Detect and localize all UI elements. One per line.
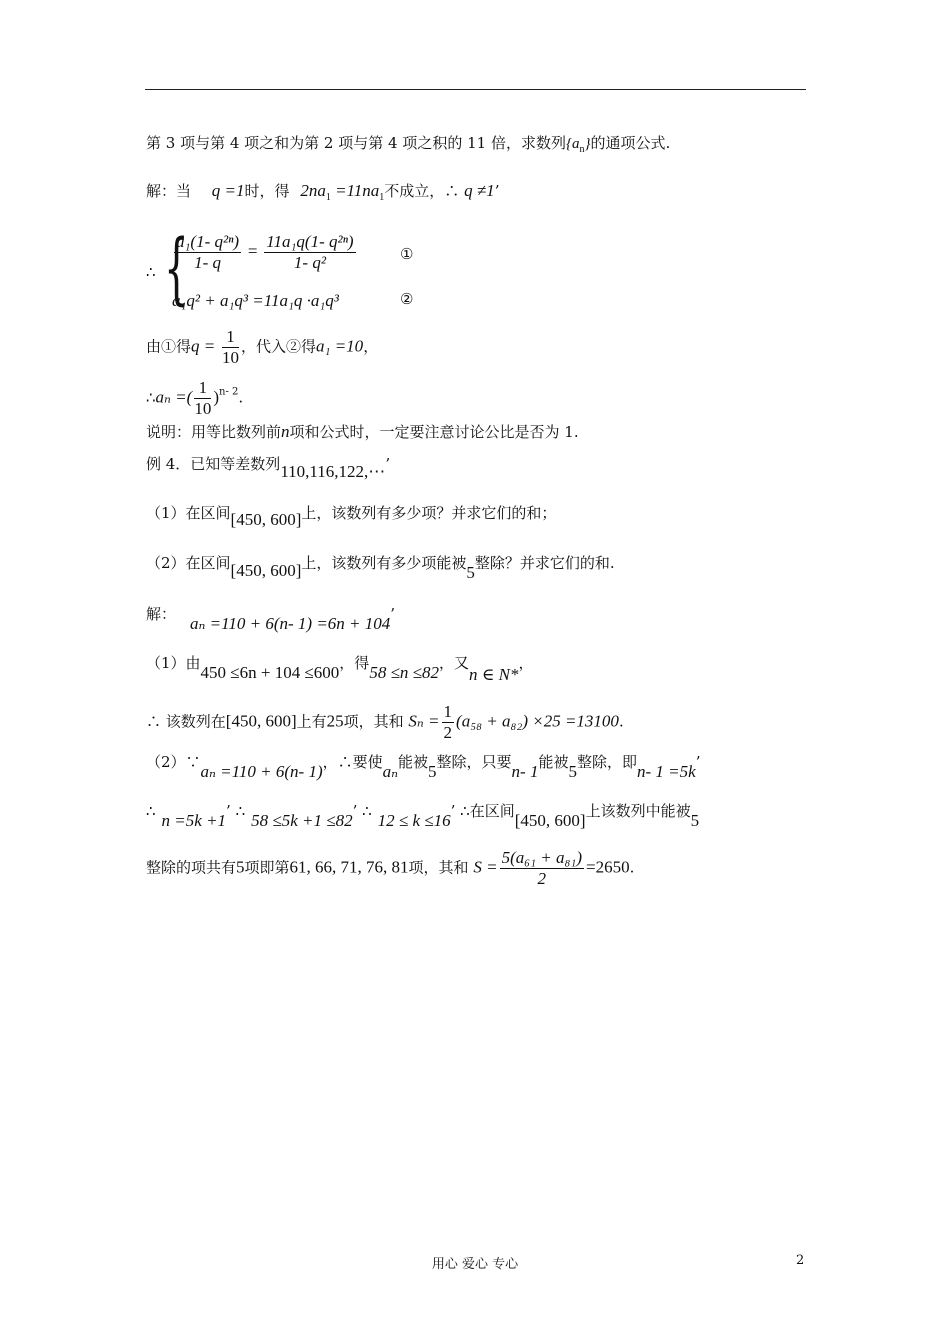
header-rule — [145, 89, 806, 90]
system-brace: { — [164, 224, 189, 314]
solution-case-q1: 解：当 q =1时，得 $2na_1 =11na_1$不成立，∴ q ≠1’ — [146, 181, 500, 203]
solution-part-2-sum: 整除的项共有5项即第61, 66, 71, 76, 81项，其和 S = $\frac{\text{5(a₆₁ + a₈₁)}}{2}$ =2650. — [146, 848, 635, 888]
question-1: （1）在区间[450, 600]上，该数列有多少项？并求它们的和； — [146, 504, 557, 529]
solution-2-header: 解： aₙ =110 + 6(n- 1) =6n + 104’ — [146, 605, 396, 633]
solution-part-1-sum: ∴ 该数列在[450, 600]上有25项，其和 Sₙ = $\frac{1}{2}$ (a₅₈ + a₈₂) ×25 =13100. — [146, 702, 624, 742]
system-equation-2: a₁q² + a₁q³ =11a₁q ·a₁q³ — [172, 291, 339, 310]
solution-general-term: ∴aₙ =( $\frac{1}{10}$ )$^{n- 2}$. — [146, 378, 244, 418]
system-equation-1: $\frac{\text{a₁(1- q²ⁿ)}}{1- q}$ = $\frac{\text{11a₁q(1- q²ⁿ)}}{\text{1- q²}}$ — [176, 232, 354, 272]
equation-mark-1: ① — [400, 245, 414, 263]
equation-mark-2: ② — [400, 290, 414, 308]
solution-q-value: 由①得q = $\frac{1}{10}$ ，代入②得a₁ =10， — [146, 327, 379, 367]
solution-part-2: （2）∵aₙ =110 + 6(n- 1)，∴要使aₙ能被5整除，只要n- 1能被5整除，即n- 1 =5k’ — [146, 753, 701, 781]
solution-part-2-range: ∴ n =5k +1’ ∴ 58 ≤5k +1 ≤82’ ∴ 12 ≤ k ≤16’ ∴在区间[450, 600]上该数列中能被5 — [146, 802, 700, 830]
question-2: （2）在区间[450, 600]上，该数列有多少项能被5整除？并求它们的和. — [146, 554, 615, 582]
problem-statement: 第 3 项与第 4 项之和为第 2 项与第 4 项之积的 11 倍，求数列$\{a_n\}$的通项公式. — [146, 134, 671, 155]
example-4-title: 例 4．已知等差数列110,116,122,⋯’ — [146, 455, 391, 481]
footer-text: 用心 爱心 专心 — [431, 1257, 519, 1272]
solution-part-1: （1）由450 ≤6n + 104 ≤600，得58 ≤n ≤82，又n ∈ N*， — [146, 654, 534, 684]
therefore-symbol: ∴ — [146, 263, 156, 281]
note-line: 说明：用等比数列前n项和公式时，一定要注意讨论公比是否为 1. — [146, 422, 579, 441]
page-number: 2 — [796, 1253, 805, 1268]
